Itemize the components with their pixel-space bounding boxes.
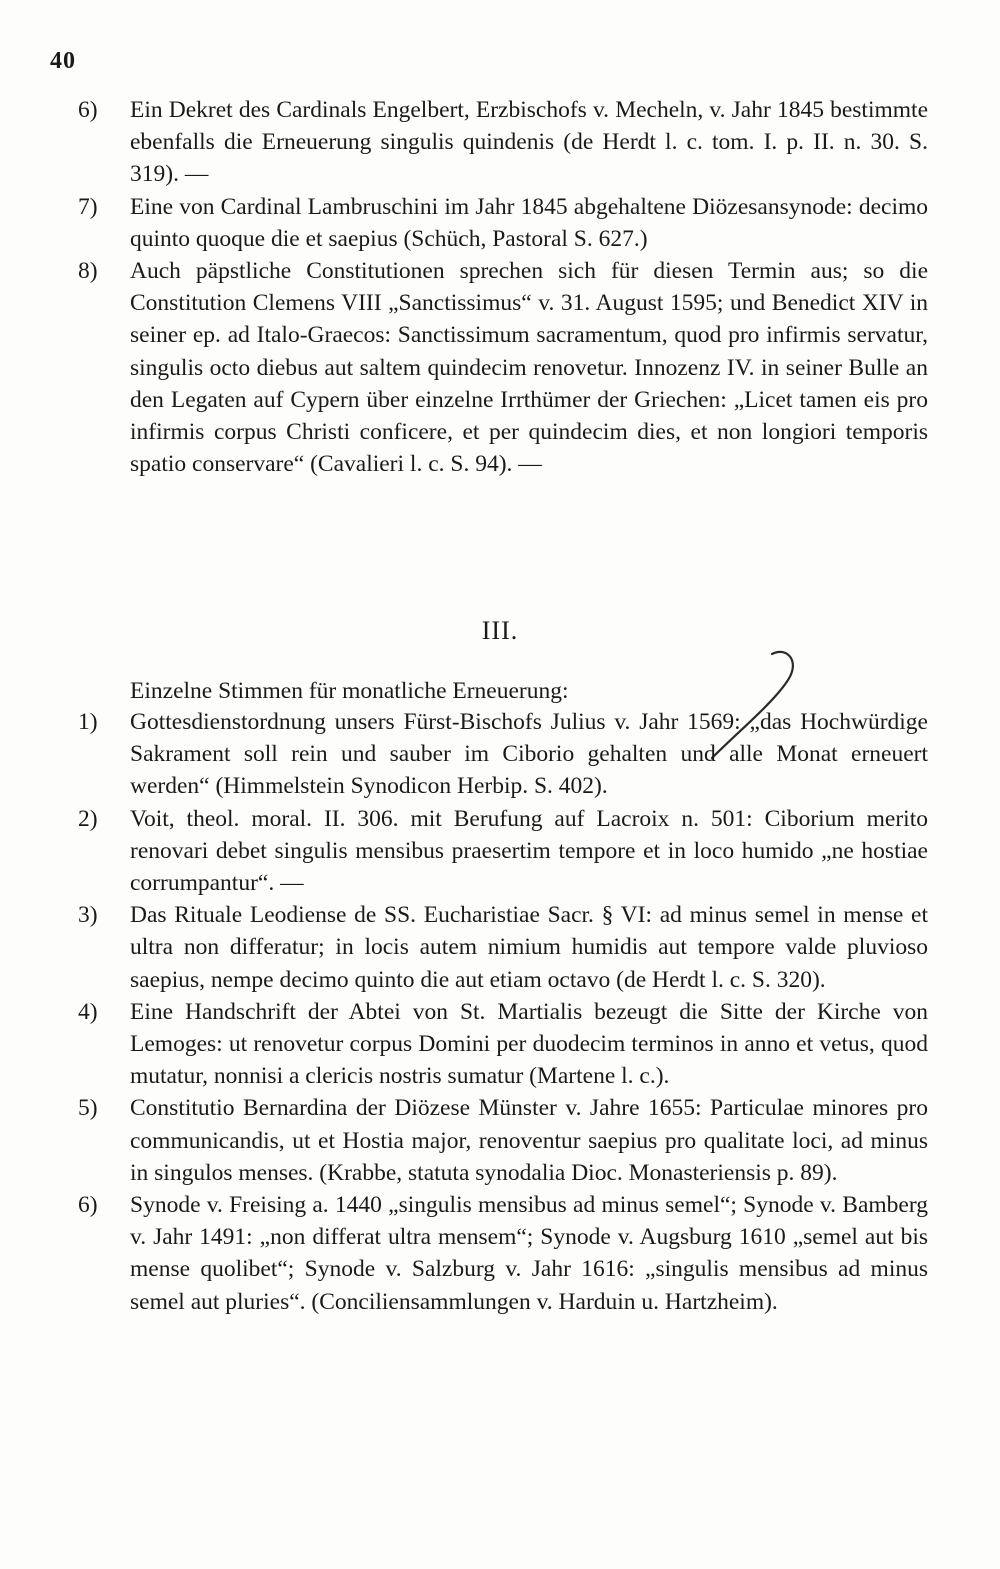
numbered-list-bottom [78, 706, 928, 1318]
item-text: Das Rituale Leodiense de SS. Eucharistiae Sacr. § VI: ad minus semel in mense et ultra non differatur; in locis autem nimium humidis aut tempore valde pluvioso saepius, nempe decimo quinto die aut etiam octavo (de Herdt l. c. S. 320). [130, 902, 928, 993]
list-item [78, 94, 928, 191]
item-text: Voit, theol. moral. II. 306. mit Berufung auf Lacroix n. 501: Ciborium merito renovari debet singulis mensibus praesertim tempore et in loco humido „ne hostiae corrumpantur“. — [130, 805, 928, 897]
item-number: 2) [78, 805, 98, 832]
item-text: Auch päpstliche Constitutionen sprechen sich für diesen Termin aus; so die Constitution Clemens VIII „Sanctissimus“ v. 31. August 1595; und Benedict XIV in seiner ep. ad Italo-Graecos: Sanctissimum sacramentum, quod pro infirmis servatur, singulis octo diebus aut saltem quindecim renovetur. Innozenz IV. in seiner Bulle an den Legaten auf Cypern über einzelne Irrthümer der Griechen: „Licet tamen eis pro infirmis corpus Christi conficere, et per quindecim dies, et non longiori temporis spatio conservare“ (Cavalieri l. c. S. 94). — [130, 258, 928, 478]
list-item [78, 899, 928, 996]
numbered-list-top [78, 94, 928, 480]
item-text: Gottesdienstordnung unsers Fürst-Bischofs Julius v. Jahr 1569: „das Hochwürdige Sakrament soll rein und sauber im Ciborio gehalten und alle Monat erneuert werden“ (Himmelstein Synodicon Herbip. S. 402). [130, 709, 928, 800]
item-text: Eine Handschrift der Abtei von St. Martialis bezeugt die Sitte der Kirche von Lemoges: ut renovetur corpus Domini per duodecim terminos in anno et vetus, quod mutatur, nonnisi a clericis nostris sumatur (Martene l. c.). [130, 998, 928, 1090]
item-number: 6) [78, 1192, 98, 1219]
section-heading: III. [481, 616, 519, 645]
item-number: 4) [78, 998, 98, 1025]
item-number: 1) [78, 709, 98, 735]
list-item [78, 803, 928, 900]
list-item [78, 1092, 928, 1189]
item-number: 8) [78, 258, 98, 285]
page-number: 40 [50, 48, 76, 74]
item-number: 6) [78, 97, 98, 123]
item-number: 7) [78, 193, 98, 220]
item-number: 3) [78, 902, 98, 929]
list-item [78, 255, 928, 480]
item-text: Synode v. Freising a. 1440 „singulis mensibus ad minus semel“; Synode v. Bamberg v. Jahr 1491: „non differat ultra mensem“; Synode v. Augsburg 1610 „semel aut bis mense quolibet“; Synode v. Salzburg v. Jahr 1616: „singulis mensibus ad minus semel aut pluries“. (Conciliensammlungen v. Harduin u. Hartzheim). [130, 1192, 928, 1315]
list-item [78, 706, 928, 803]
list-item [78, 191, 928, 255]
item-text: Constitutio Bernardina der Diözese Münster v. Jahre 1655: Particulae minores pro communicandis, ut et Hostia major, renoventur saepius pro qualitate loci, ad minus in singulos menses. (Krabbe, statuta synodalia Dioc. Monasteriensis p. 89). [130, 1095, 928, 1186]
item-text: Eine von Cardinal Lambruschini im Jahr 1845 abgehaltene Diözesansynode: decimo quinto quoque die et saepius (Schüch, Pastoral S. 627.) [130, 193, 928, 252]
list-item [78, 1189, 928, 1318]
list-item [78, 996, 928, 1093]
item-text: Ein Dekret des Cardinals Engelbert, Erzbischofs v. Mecheln, v. Jahr 1845 bestimmte ebenfalls die Erneuerung singulis quindenis (de Herdt l. c. tom. I. p. II. n. 30. S. 319). — [130, 97, 928, 188]
item-number: 5) [78, 1095, 98, 1122]
section-intro: Einzelne Stimmen für monatliche Erneuerung: [130, 678, 569, 704]
